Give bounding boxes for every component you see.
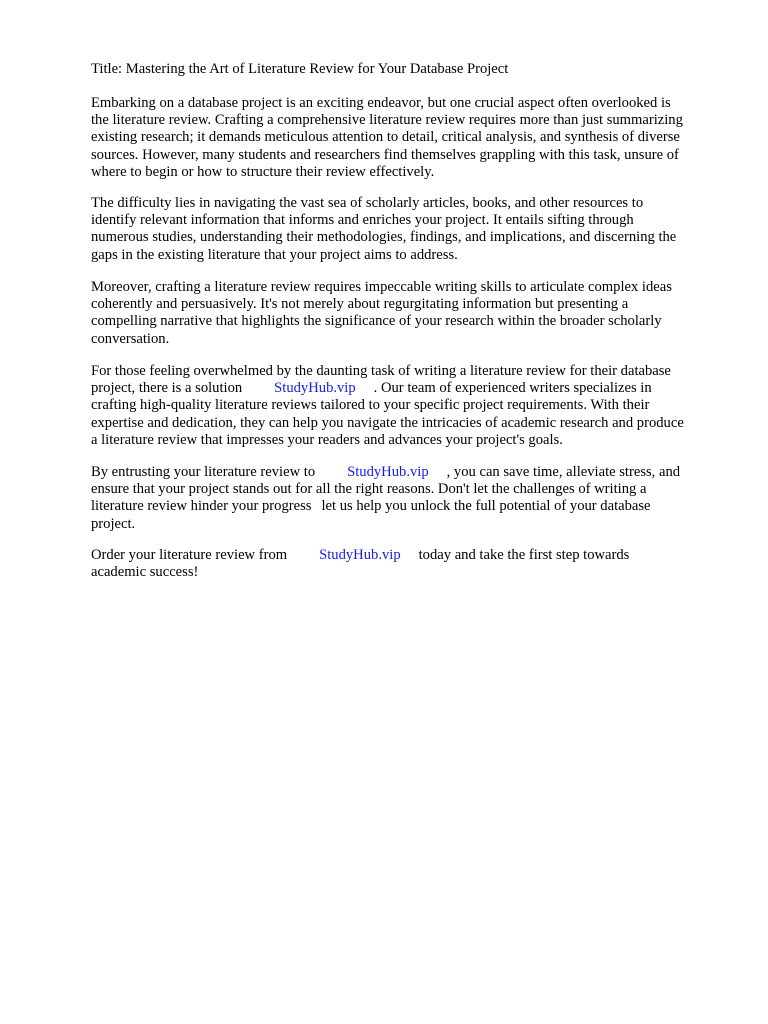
text-line: Embarking on a database project is an exciting endeavor, but one crucial aspect often overlooked is bbox=[91, 95, 671, 111]
text-line: compelling narrative that highlights the significance of your research within the broader scholarly bbox=[91, 313, 662, 330]
text-line: conversation. bbox=[91, 330, 170, 347]
text-segment: Order your literature review from bbox=[91, 547, 288, 563]
text-line: expertise and dedication, they can help you navigate the intricacies of academic research and produce bbox=[91, 414, 684, 431]
text-line: existing research; it demands meticulous attention to detail, critical analysis, and synthesis of diverse bbox=[91, 129, 680, 146]
text-line: the literature review. Crafting a comprehensive literature review requires more than just summarizing bbox=[91, 112, 683, 129]
text-line: sources. However, many students and researchers find themselves grappling with this task, unsure of bbox=[91, 146, 679, 163]
text-segment: By entrusting your literature review to bbox=[91, 464, 316, 480]
text-segment: project, there is a solution bbox=[91, 380, 243, 397]
studyhub-link[interactable]: StudyHub.vip bbox=[347, 464, 429, 480]
text-line bbox=[91, 498, 727, 515]
studyhub-link[interactable]: StudyHub.vip bbox=[274, 380, 356, 397]
text-line: Moreover, crafting a literature review requires impeccable writing skills to articulate complex ideas bbox=[91, 279, 672, 295]
text-line: The difficulty lies in navigating the vast sea of scholarly articles, books, and other resources to bbox=[91, 195, 644, 211]
text-line: coherently and persuasively. It's not merely about regurgitating information but presenting a bbox=[91, 296, 629, 313]
paragraph-intro bbox=[91, 95, 727, 181]
text-segment: today and take the first step towards bbox=[418, 547, 630, 563]
text-line: where to begin or how to structure their review effectively. bbox=[91, 163, 435, 180]
paragraph-difficulty bbox=[91, 195, 727, 264]
document-title: Title: Mastering the Art of Literature Review for Your Database Project bbox=[91, 61, 509, 77]
text-segment: literature review hinder your progress bbox=[91, 498, 312, 515]
paragraph-writing-skills bbox=[91, 279, 727, 348]
text-line: ensure that your project stands out for all the right reasons. Don't let the challenges of writing a bbox=[91, 481, 647, 498]
text-segment: let us help you unlock the full potential of your database bbox=[321, 498, 651, 515]
text-line: For those feeling overwhelmed by the daunting task of writing a literature review for their database bbox=[91, 363, 671, 379]
text-line: gaps in the existing literature that your project aims to address. bbox=[91, 246, 458, 263]
text-line bbox=[91, 547, 727, 564]
text-segment: , you can save time, alleviate stress, and bbox=[446, 464, 681, 480]
text-line: academic success! bbox=[91, 564, 199, 581]
paragraph-entrusting bbox=[91, 464, 727, 533]
text-line: numerous studies, understanding their methodologies, findings, and implications, and discerning the bbox=[91, 229, 677, 246]
text-segment: . Our team of experienced writers specializes in bbox=[373, 380, 652, 397]
text-line: identify relevant information that informs and enriches your project. It entails sifting through bbox=[91, 212, 634, 229]
paragraph-solution bbox=[91, 363, 727, 449]
text-line: project. bbox=[91, 515, 136, 532]
text-line: a literature review that impresses your readers and advances your project's goals. bbox=[91, 431, 563, 448]
studyhub-link[interactable]: StudyHub.vip bbox=[319, 547, 401, 563]
paragraph-order bbox=[91, 547, 727, 581]
text-line bbox=[91, 464, 727, 481]
text-line bbox=[91, 380, 727, 397]
text-line: crafting high-quality literature reviews tailored to your specific project requirements. With their bbox=[91, 397, 650, 414]
